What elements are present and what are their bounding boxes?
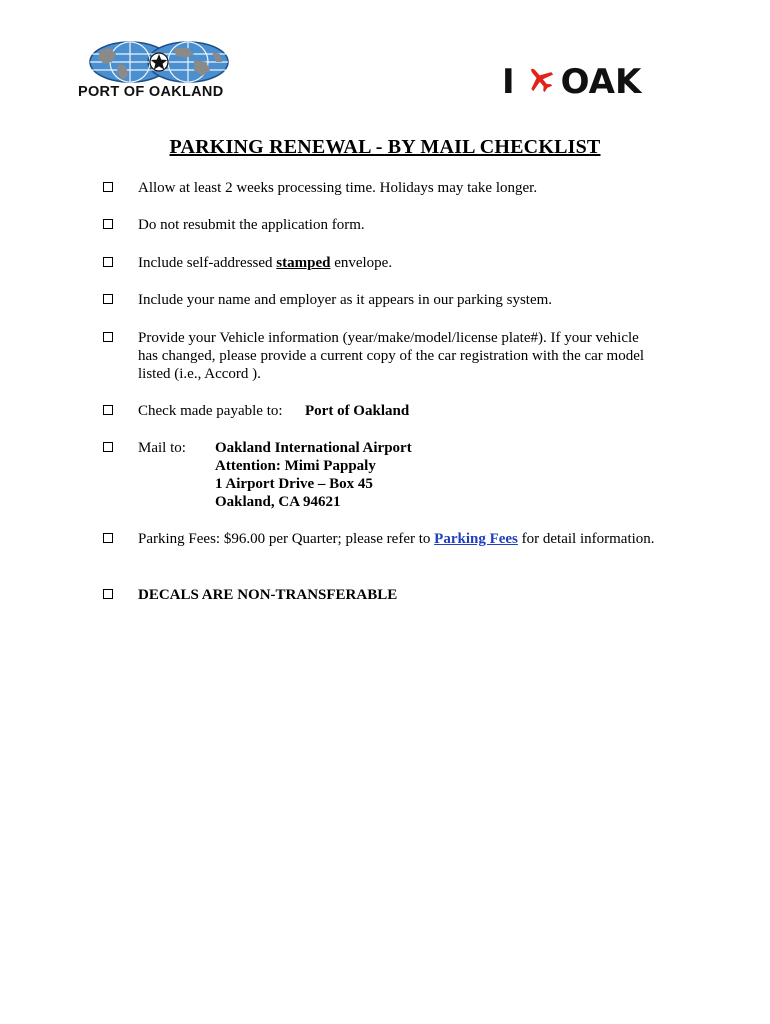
address-line: Attention: Mimi Pappaly — [215, 458, 376, 474]
globe-logo-icon — [78, 40, 240, 84]
address-line: Oakland International Airport — [215, 440, 412, 456]
mailing-address — [215, 439, 412, 511]
checkbox[interactable] — [103, 257, 113, 267]
port-of-oakland-wordmark: PORT OF OAKLAND — [78, 84, 224, 100]
item-text-after: for detail information. — [517, 531, 655, 547]
document-title: PARKING RENEWAL - BY MAIL CHECKLIST — [169, 136, 601, 158]
item-text-emphasis: stamped — [276, 255, 331, 271]
checkbox[interactable] — [103, 182, 113, 192]
brand-oak-text: OAK — [560, 62, 642, 102]
port-of-oakland-logo — [78, 40, 240, 104]
checkbox[interactable] — [103, 219, 113, 229]
checkbox[interactable] — [103, 442, 113, 452]
i-fly-oak-logo — [502, 62, 641, 102]
item-text — [138, 530, 658, 548]
address-line: 1 Airport Drive – Box 45 — [215, 476, 373, 492]
item-text — [138, 439, 658, 510]
checkbox[interactable] — [103, 533, 113, 543]
item-text: Do not resubmit the application form. — [138, 217, 365, 233]
item-text-after: envelope. — [330, 255, 393, 271]
airplane-icon — [525, 64, 555, 100]
item-text-before: Parking Fees: $96.00 per Quarter; please refer to — [138, 531, 435, 547]
item-text-before: Include self-addressed — [138, 255, 277, 271]
brand-letter-i: I — [502, 62, 515, 102]
checkbox[interactable] — [103, 589, 113, 599]
checkbox[interactable] — [103, 294, 113, 304]
item-text: Provide your Vehicle information (year/make/model/license plate#). If your vehicle has changed, please provide a current copy of the car registration with the car model listed (i.e., Accord ). — [138, 330, 645, 382]
address-line: Oakland, CA 94621 — [215, 494, 341, 510]
item-text — [138, 402, 658, 420]
parking-fees-link[interactable]: Parking Fees — [434, 531, 518, 547]
item-text: Allow at least 2 weeks processing time. Holidays may take longer. — [138, 180, 538, 196]
checkbox[interactable] — [103, 332, 113, 342]
payable-label: Check made payable to: — [138, 403, 283, 419]
payee-value: Port of Oakland — [305, 403, 410, 419]
item-text: DECALS ARE NON-TRANSFERABLE — [138, 587, 398, 603]
mail-to-label: Mail to: — [138, 440, 186, 456]
item-text — [138, 254, 658, 272]
item-text: Include your name and employer as it appears in our parking system. — [138, 292, 553, 308]
checkbox[interactable] — [103, 405, 113, 415]
